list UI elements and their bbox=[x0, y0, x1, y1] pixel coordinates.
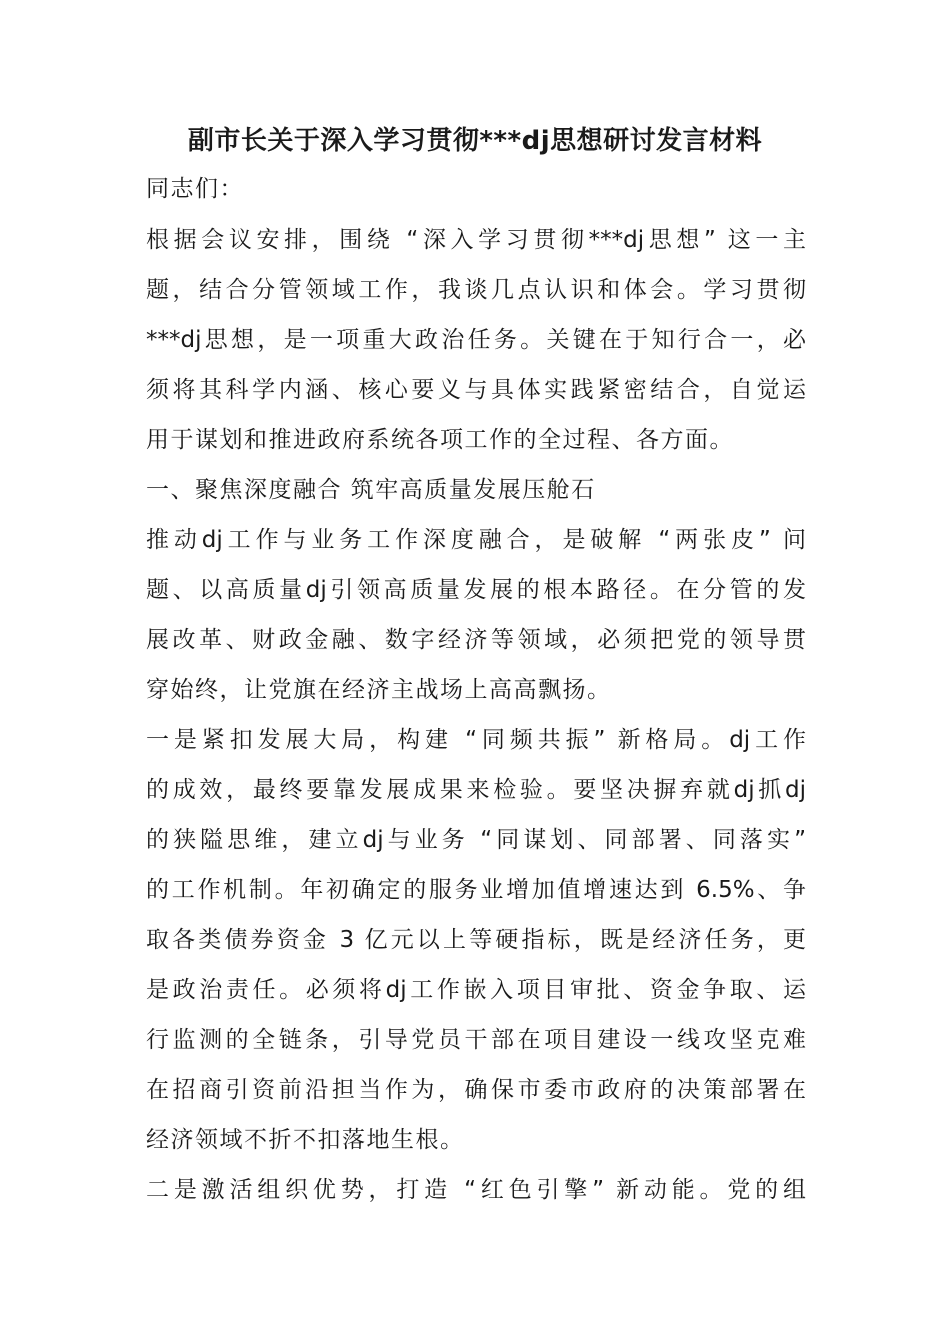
paragraph-line: 须将其科学内涵、核心要义与具体实践紧密结合，自觉运 bbox=[146, 377, 806, 403]
paragraph-line: 题，结合分管领域工作，我谈几点认识和体会。学习贯彻 bbox=[146, 277, 806, 303]
paragraph-line: 的狭隘思维，建立dj与业务 “同谋划、同部署、同落实” bbox=[146, 827, 806, 853]
paragraph-line: 用于谋划和推进政府系统各项工作的全过程、各方面。 bbox=[146, 427, 734, 453]
paragraph-line: 在招商引资前沿担当作为，确保市委市政府的决策部署在 bbox=[146, 1077, 806, 1103]
paragraph-line: 二是激活组织优势，打造 “红色引擎” 新动能。党的组 bbox=[146, 1177, 806, 1203]
paragraph-line: 取各类债券资金 3 亿元以上等硬指标，既是经济任务，更 bbox=[146, 927, 806, 953]
paragraph-line: 根据会议安排，围绕 “深入学习贯彻***dj思想” 这一主 bbox=[146, 227, 806, 253]
document-title: 副市长关于深入学习贯彻***dj思想研讨发言材料 bbox=[187, 126, 763, 156]
section-heading: 一、聚焦深度融合 筑牢高质量发展压舱石 bbox=[146, 477, 596, 503]
paragraph-line: 一是紧扣发展大局，构建 “同频共振” 新格局。dj工作 bbox=[146, 727, 806, 753]
paragraph-line: 展改革、财政金融、数字经济等领域，必须把党的领导贯 bbox=[146, 627, 806, 653]
paragraph-line: ***dj思想，是一项重大政治任务。关键在于知行合一，必 bbox=[146, 327, 806, 353]
paragraph-line: 经济领域不折不扣落地生根。 bbox=[146, 1127, 465, 1153]
paragraph-line: 的工作机制。年初确定的服务业增加值增速达到 6.5%、争 bbox=[146, 877, 806, 903]
paragraph-line: 推动dj工作与业务工作深度融合，是破解 “两张皮” 问 bbox=[146, 527, 806, 553]
paragraph-line: 题、以高质量dj引领高质量发展的根本路径。在分管的发 bbox=[146, 577, 806, 603]
paragraph-line: 行监测的全链条，引导党员干部在项目建设一线攻坚克难 bbox=[146, 1027, 806, 1053]
salutation-line: 同志们： bbox=[146, 176, 244, 202]
paragraph-line: 是政治责任。必须将dj工作嵌入项目审批、资金争取、运 bbox=[146, 977, 806, 1003]
paragraph-line: 的成效，最终要靠发展成果来检验。要坚决摒弃就dj抓dj bbox=[146, 777, 806, 803]
paragraph-line: 穿始终，让党旗在经济主战场上高高飘扬。 bbox=[146, 677, 612, 703]
